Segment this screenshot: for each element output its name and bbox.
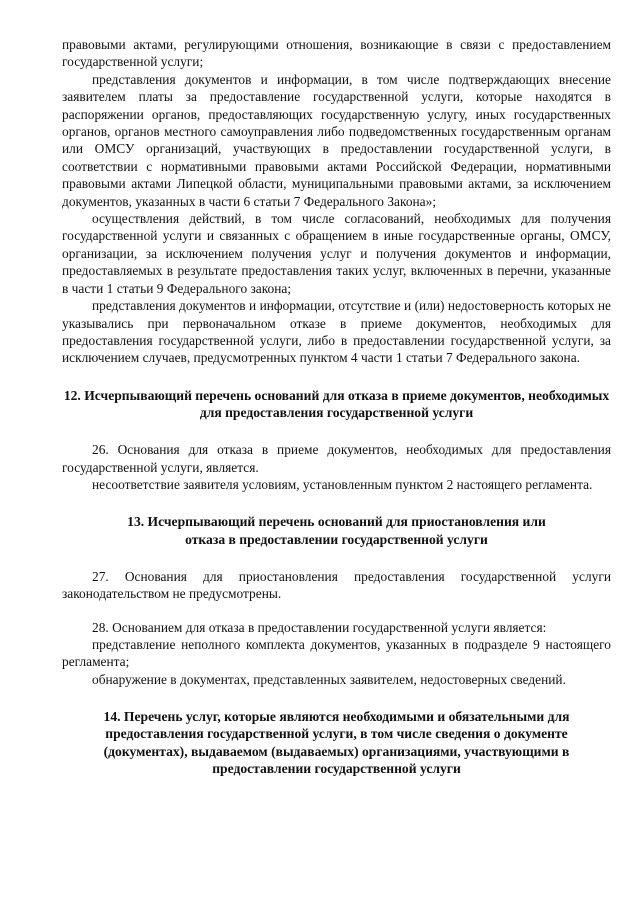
section-13-heading-line1: 13. Исчерпывающий перечень оснований для приостановления или xyxy=(127,514,546,530)
section-13-paragraph-false-info: обнаружение в документах, представленных заявителем, недостоверных сведений. xyxy=(92,671,566,687)
section-13-paragraph-28: 28. Основанием для отказа в предоставлении государственной услуги является: xyxy=(92,619,547,635)
paragraph-documents-info: представления документов и информации, в том числе подтверждающих внесение заявителем платы за предоставление государственной услуги, которые находятся в распоряжении органов, предоставляющих государственную услугу, иных государственных органов, органов местного самоуправления либо подведомственных государственным органам или ОМСУ организаций, участвующих в предоставлении государственной услуги, в соответствии с нормативными правовыми актами Российской Федерации, нормативными правовыми актами Липецкой области, муниципальными правовыми актами, за исключением документов, указанных в части 6 статьи 7 Федерального Закона»; xyxy=(62,71,611,209)
section-13-paragraph-incomplete: представление неполного комплекта документов, указанных в подразделе 9 настоящего регламента; xyxy=(62,636,611,670)
section-12-paragraph-26: 26. Основания для отказа в приеме документов, необходимых для предоставления государственной услуги, является. xyxy=(62,442,611,475)
section-12-heading: 12. Исчерпывающий перечень оснований для отказа в приеме документов, необходимых для предоставления государственной услуги xyxy=(63,387,610,420)
section-13-heading-line2: отказа в предоставлении государственной услуги xyxy=(185,531,488,547)
section-12-paragraph-nonconformity: несоответствие заявителя условиям, установленным пунктом 2 настоящего регламента. xyxy=(92,476,593,492)
document-page xyxy=(62,36,611,777)
section-14-heading: 14. Перечень услуг, которые являются необходимыми и обязательными для предоставления государственной услуги, в том числе сведения о документе (документах), выдаваемом (выдаваемых) организациями, участвующими в предоставлении государственной услуги xyxy=(103,709,570,776)
paragraph-absence-info: представления документов и информации, отсутствие и (или) недостоверность которых не указывались при первоначальном отказе в приеме документов, необходимых для предоставления государственной услуги, либо в предоставлении государственной услуги, за исключением случаев, предусмотренных пунктом 4 части 1 статьи 7 Федерального закона. xyxy=(62,298,611,366)
section-13-paragraph-27: 27. Основания для приостановления предоставления государственной услуги законодательством не предусмотрены. xyxy=(62,568,611,602)
paragraph-actions: осуществления действий, в том числе согласований, необходимых для получения государственной услуги и связанных с обращением в иные государственные органы, ОМСУ, организации, за исключением получения услуг и получения документов и информации, предоставляемых в результате предоставления таких услуг, включенных в перечни, указанные в части 1 статьи 9 Федерального закона; xyxy=(62,211,611,296)
section-13-heading xyxy=(62,513,611,547)
paragraph-legal-acts: правовыми актами, регулирующими отношения, возникающие в связи с предоставлением государственной услуги; xyxy=(62,37,611,70)
